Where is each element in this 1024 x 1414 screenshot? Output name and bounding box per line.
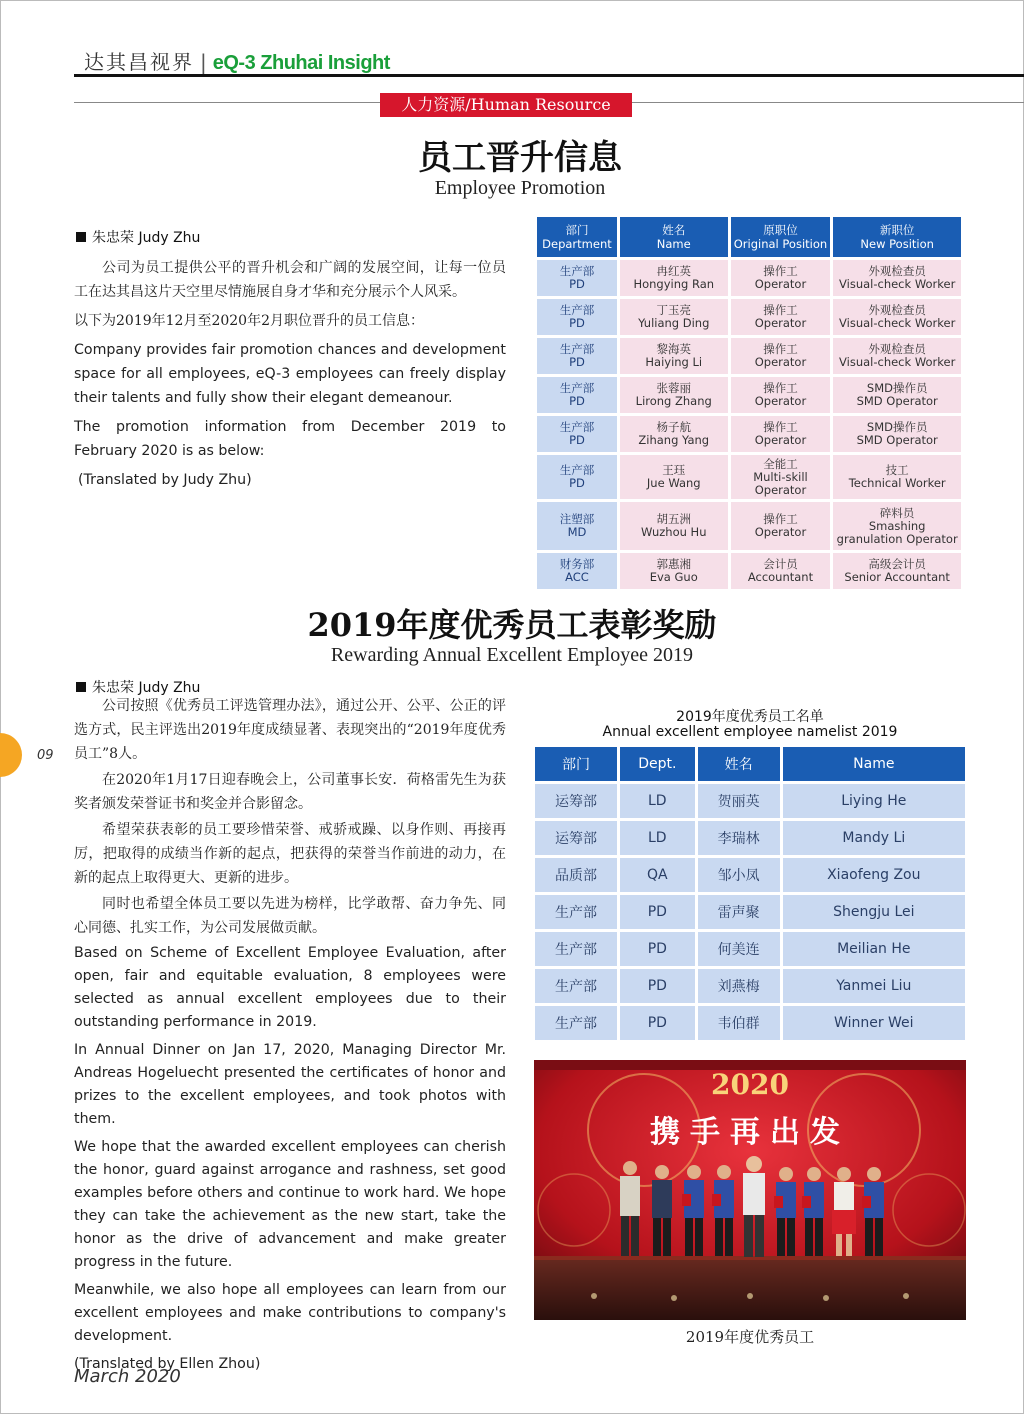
- cell-new-position: 外观检查员 Visual-check Worker: [833, 260, 961, 296]
- award-article: [74, 694, 506, 1381]
- cell-dept-en: LD: [620, 821, 695, 855]
- cell-dept-cn: 运筹部: [535, 784, 617, 818]
- cell-dept-en: QA: [620, 858, 695, 892]
- namelist-title-cn: 2019年度优秀员工名单: [676, 709, 824, 725]
- cell-dept-cn: 生产部: [535, 1006, 617, 1040]
- cell-department: 注塑部 MD: [537, 502, 617, 550]
- table-row: [537, 377, 961, 413]
- col-header-dept-cn: 部门: [535, 747, 617, 781]
- award-paragraph-cn: 在2020年1月17日迎春晚会上，公司董事长安．荷格雷先生为获奖者颁发荣誉证书和奖金并合影留念。: [74, 772, 506, 812]
- award-paragraph-en: We hope that the awarded excellent employees can cherish the honor, guard against arrogance and rashness, set good examples before others and continue to work hard. We hope they can take the achievement as the new start, take the honor as the drive of advancement and make greater progress in the future.: [74, 1139, 506, 1270]
- award-paragraph-en: Based on Scheme of Excellent Employee Evaluation, after open, fair and equitable evaluation, 8 employees were selected as annual excellent employees due to their outstanding performance in 2019.: [74, 945, 506, 1030]
- cell-new-position: 外观检查员 Visual-check Worker: [833, 299, 961, 335]
- cell-name-cn: 李瑞林: [698, 821, 780, 855]
- cell-original-position: 操作工 Operator: [731, 299, 831, 335]
- byline-square-icon: [76, 232, 86, 242]
- table-row: [537, 502, 961, 550]
- table-row: [537, 260, 961, 296]
- cell-original-position: 操作工 Operator: [731, 338, 831, 374]
- promotion-article: [74, 256, 506, 497]
- magazine-header: [84, 46, 390, 75]
- cell-name: 黎海英 Haiying Li: [620, 338, 728, 374]
- award-title-en: Rewarding Annual Excellent Employee 2019: [330, 644, 694, 666]
- cell-dept-en: LD: [620, 784, 695, 818]
- page-number: 09: [37, 748, 54, 763]
- col-header-original-position: 原职位 Original Position: [731, 217, 831, 257]
- banner-slogan: 携手再出发: [650, 1115, 850, 1150]
- cell-name-en: Winner Wei: [783, 1006, 965, 1040]
- award-paragraph-en: In Annual Dinner on Jan 17, 2020, Managing Director Mr. Andreas Hogeluecht presented the certificates of honor and prizes to the excellent employees, and took photos with them.: [74, 1042, 506, 1127]
- cell-dept-cn: 生产部: [535, 895, 617, 929]
- promotion-author: 朱忠荣 Judy Zhu: [92, 230, 201, 246]
- award-paragraph-en: Meanwhile, we also hope all employees can learn from our excellent employees and make contributions to company's development.: [74, 1282, 506, 1344]
- cell-name-cn: 韦伯群: [698, 1006, 780, 1040]
- cell-new-position: SMD操作员 SMD Operator: [833, 416, 961, 452]
- col-header-new-position: 新职位 New Position: [833, 217, 961, 257]
- col-header-dept-en: Dept.: [620, 747, 695, 781]
- award-paragraph-cn: 公司按照《优秀员工评选管理办法》，通过公开、公平、公正的评选方式，民主评选出2019年度成绩显著、表现突出的“2019年度优秀员工”8人。: [74, 698, 506, 762]
- promotion-paragraph: 以下为2019年12月至2020年2月职位晋升的员工信息：: [74, 313, 424, 329]
- cell-dept-en: PD: [620, 969, 695, 1003]
- namelist-table: [532, 744, 968, 1043]
- cell-name-cn: 贺丽英: [698, 784, 780, 818]
- cell-name-en: Mandy Li: [783, 821, 965, 855]
- cell-name-en: Xiaofeng Zou: [783, 858, 965, 892]
- award-paragraph-cn: 希望荣获表彰的员工要珍惜荣誉、戒骄戒躁、以身作则、再接再厉，把取得的成绩当作新的起点，把获得的荣誉当作前进的动力，在新的起点上取得更大、更新的进步。: [74, 822, 506, 886]
- cell-new-position: 高级会计员 Senior Accountant: [833, 553, 961, 589]
- cell-dept-en: PD: [620, 895, 695, 929]
- cell-dept-cn: 生产部: [535, 932, 617, 966]
- magazine-title-en: eQ-3 Zhuhai Insight: [212, 52, 390, 74]
- col-header-department: 部门 Department: [537, 217, 617, 257]
- cell-department: 生产部 PD: [537, 338, 617, 374]
- award-paragraph-cn: 同时也希望全体员工要以先进为榜样，比学敢帮、奋力争先、同心同德、扎实工作，为公司发展做贡献。: [74, 896, 506, 936]
- promotion-title-cn: 员工晋升信息: [418, 138, 622, 178]
- cell-name-cn: 刘燕梅: [698, 969, 780, 1003]
- cell-original-position: 操作工 Operator: [731, 416, 831, 452]
- table-row: [537, 338, 961, 374]
- cell-name-en: Meilian He: [783, 932, 965, 966]
- table-row: [535, 932, 965, 966]
- col-header-name: 姓名 Name: [620, 217, 728, 257]
- banner-year: 2020: [711, 1068, 789, 1101]
- cell-name: 丁玉亮 Yuliang Ding: [620, 299, 728, 335]
- cell-original-position: 会计员 Accountant: [731, 553, 831, 589]
- col-header-name-en: Name: [783, 747, 965, 781]
- photo-caption: 2019年度优秀员工: [685, 1328, 815, 1346]
- cell-name: 郭惠湘 Eva Guo: [620, 553, 728, 589]
- table-row: [535, 784, 965, 818]
- award-author: 朱忠荣 Judy Zhu: [92, 680, 201, 696]
- table-row: [535, 858, 965, 892]
- table-row: [535, 969, 965, 1003]
- table-row: [535, 821, 965, 855]
- cell-dept-en: PD: [620, 932, 695, 966]
- cell-name-en: Liying He: [783, 784, 965, 818]
- promotion-title-en: Employee Promotion: [434, 177, 606, 199]
- cell-dept-cn: 运筹部: [535, 821, 617, 855]
- table-row: [537, 416, 961, 452]
- cell-name: 王珏 Jue Wang: [620, 455, 728, 499]
- header-separator: |: [200, 50, 207, 74]
- cell-department: 财务部 ACC: [537, 553, 617, 589]
- cell-name: 胡五洲 Wuzhou Hu: [620, 502, 728, 550]
- cell-new-position: 技工 Technical Worker: [833, 455, 961, 499]
- table-row: [535, 1006, 965, 1040]
- cell-department: 生产部 PD: [537, 377, 617, 413]
- promotion-byline: [76, 227, 200, 247]
- cell-department: 生产部 PD: [537, 455, 617, 499]
- byline-square-icon: [76, 682, 86, 692]
- cell-new-position: SMD操作员 SMD Operator: [833, 377, 961, 413]
- namelist-header-row: [535, 747, 965, 781]
- cell-name: 张蓉丽 Lirong Zhang: [620, 377, 728, 413]
- cell-name: 杨子航 Zihang Yang: [620, 416, 728, 452]
- namelist-title-en: Annual excellent employee namelist 2019: [602, 724, 898, 740]
- cell-dept-en: PD: [620, 1006, 695, 1040]
- award-title-cn: 2019年度优秀员工表彰奖励: [307, 606, 717, 644]
- promotion-paragraph: 公司为员工提供公平的晋升机会和广阔的发展空间，让每一位员工在达其昌这片天空里尽情施展自身才华和充分展示个人风采。: [74, 260, 506, 300]
- cell-name-cn: 何美连: [698, 932, 780, 966]
- table-row: [537, 455, 961, 499]
- issue-date-footer: March 2020: [74, 1366, 181, 1387]
- group-photo-illustration: [534, 1060, 966, 1320]
- col-header-name-cn: 姓名: [698, 747, 780, 781]
- cell-original-position: 操作工 Operator: [731, 377, 831, 413]
- promotion-table-header-row: [537, 217, 961, 257]
- table-row: [537, 299, 961, 335]
- table-row: [537, 553, 961, 589]
- cell-name: 冉红英 Hongying Ran: [620, 260, 728, 296]
- promotion-paragraph: Company provides fair promotion chances and development space for all employees, eQ-3 employees can freely display their talents and fully show their elegant demeanour.: [74, 342, 506, 406]
- cell-name-en: Shengju Lei: [783, 895, 965, 929]
- award-group-photo: [534, 1060, 966, 1320]
- cell-original-position: 全能工 Multi-skill Operator: [731, 455, 831, 499]
- award-translator: (Translated by Ellen Zhou): [74, 1356, 261, 1372]
- cell-name-en: Yanmei Liu: [783, 969, 965, 1003]
- promotion-paragraph: The promotion information from December 2019 to February 2020 is as below:: [74, 419, 506, 459]
- cell-original-position: 操作工 Operator: [731, 260, 831, 296]
- cell-dept-cn: 品质部: [535, 858, 617, 892]
- magazine-title-cn: 达其昌视界: [84, 50, 194, 74]
- cell-department: 生产部 PD: [537, 416, 617, 452]
- promotion-translator: (Translated by Judy Zhu): [78, 472, 252, 488]
- cell-new-position: 外观检查员 Visual-check Worker: [833, 338, 961, 374]
- cell-new-position: 碎料员 Smashing granulation Operator: [833, 502, 961, 550]
- cell-name-cn: 邹小凤: [698, 858, 780, 892]
- table-row: [535, 895, 965, 929]
- cell-department: 生产部 PD: [537, 260, 617, 296]
- cell-name-cn: 雷声聚: [698, 895, 780, 929]
- promotion-table: [534, 214, 964, 592]
- section-tag: 人力资源/Human Resource: [380, 93, 632, 117]
- cell-department: 生产部 PD: [537, 299, 617, 335]
- cell-dept-cn: 生产部: [535, 969, 617, 1003]
- header-rule-thick: [74, 74, 1024, 77]
- cell-original-position: 操作工 Operator: [731, 502, 831, 550]
